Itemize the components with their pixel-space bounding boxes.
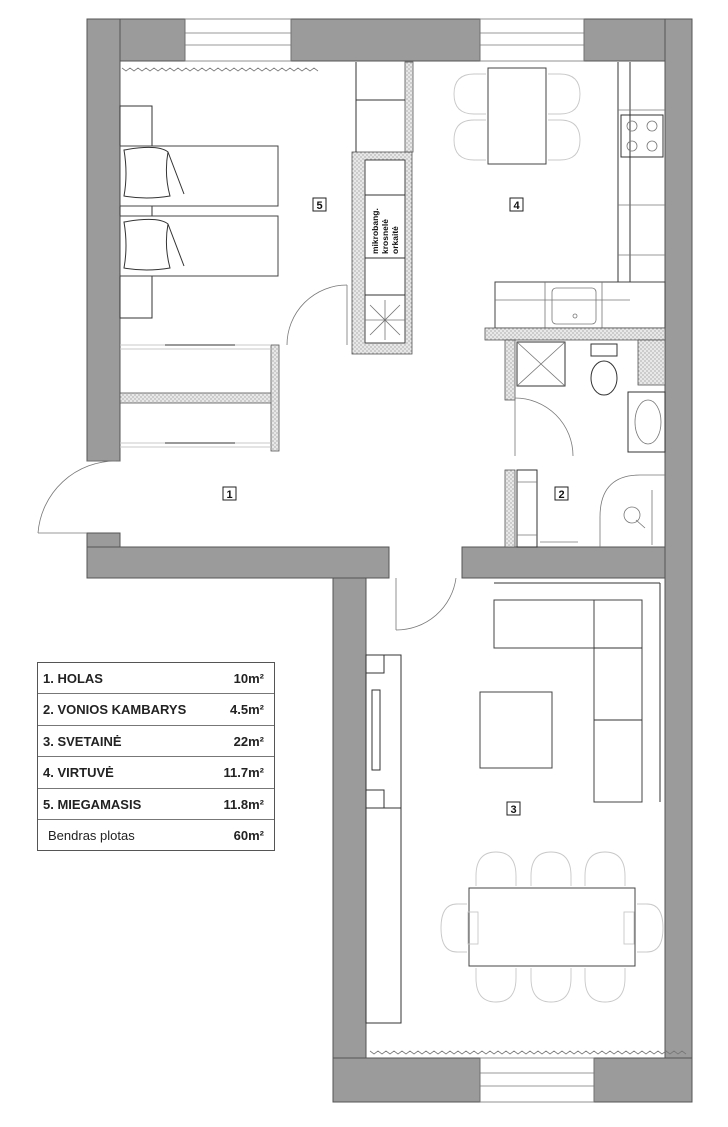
bed-mattress-1	[120, 146, 278, 206]
svg-text:1: 1	[226, 489, 233, 501]
kitchen-counter-bottom	[495, 282, 665, 328]
area-legend	[37, 662, 275, 851]
svg-text:2: 2	[558, 489, 565, 501]
legend-row	[38, 726, 274, 757]
wall-bottom-right	[594, 1058, 692, 1102]
entrance-door-swing	[38, 461, 116, 533]
bath-door-swing	[515, 398, 573, 456]
svg-text:4: 4	[513, 200, 520, 212]
legend-room-area: 11.7m²	[223, 765, 264, 781]
legend-room-name: 3. SVETAINĖ	[43, 733, 122, 749]
bed-mattress-2	[120, 216, 278, 276]
kitchen-table	[488, 68, 546, 164]
microwave-label: mikrobang. krosnelė orkaitė	[370, 208, 400, 254]
legend-row	[38, 789, 274, 820]
wall-hall-bottom-right	[462, 547, 665, 578]
toilet	[591, 361, 617, 395]
toilet-tank	[591, 344, 617, 356]
legend-row	[38, 694, 274, 725]
wall-bottom-left	[333, 1058, 480, 1102]
legend-row	[38, 663, 274, 694]
bathroom	[505, 340, 665, 547]
room-label-2	[555, 487, 568, 501]
room-label-3	[507, 802, 520, 816]
washbasin	[628, 392, 665, 452]
bedroom	[120, 62, 413, 451]
sideboard	[366, 808, 401, 1023]
kitchen-bath-partition	[485, 328, 665, 340]
bed	[120, 106, 152, 318]
room-label-5	[313, 198, 326, 212]
washing-machine	[517, 470, 537, 547]
legend-room-area: 10m²	[233, 671, 264, 686]
wall-left-upper	[87, 19, 120, 461]
svg-text:5: 5	[316, 200, 323, 212]
legend-room-area: 4.5m²	[230, 702, 264, 718]
bedroom-door-swing	[287, 285, 347, 345]
legend-room-name: 4. VIRTUVĖ	[43, 765, 114, 781]
kitchen-chair-3	[548, 74, 580, 114]
dining-table	[469, 888, 635, 966]
sofa-chaise	[594, 600, 642, 802]
kitchen-chair-2	[454, 120, 486, 160]
wall-right	[665, 19, 692, 1102]
coffee-table	[480, 692, 552, 768]
kitchen-chair-1	[454, 74, 486, 114]
legend-total-label: Bendras plotas	[48, 827, 135, 843]
wall-living-left	[333, 578, 366, 1102]
legend-total-value: 60m²	[233, 827, 264, 843]
fan-icon	[365, 300, 405, 340]
legend-room-name: 2. VONIOS KAMBARYS	[43, 702, 187, 718]
kitchen	[454, 62, 665, 340]
shower	[600, 475, 665, 547]
kitchen-chair-4	[548, 120, 580, 160]
svg-text:3: 3	[510, 804, 517, 816]
living-door-swing	[396, 578, 456, 630]
tv-cabinet	[366, 655, 401, 808]
legend-room-name: 5. MIEGAMASIS	[43, 796, 142, 812]
room-label-4	[510, 198, 523, 212]
closet-side	[271, 345, 279, 451]
wall-hall-bottom-left	[87, 547, 389, 578]
closet-partition	[120, 393, 278, 403]
wall-top-center	[291, 19, 480, 61]
legend-room-area: 11.8m²	[223, 796, 264, 812]
stove	[621, 115, 663, 157]
tv	[372, 690, 380, 770]
legend-room-name: 1. HOLAS	[43, 671, 103, 686]
room-label-1	[223, 487, 236, 501]
legend-row	[38, 757, 274, 788]
legend-room-area: 22m²	[233, 733, 264, 749]
legend-total-row	[38, 820, 274, 850]
